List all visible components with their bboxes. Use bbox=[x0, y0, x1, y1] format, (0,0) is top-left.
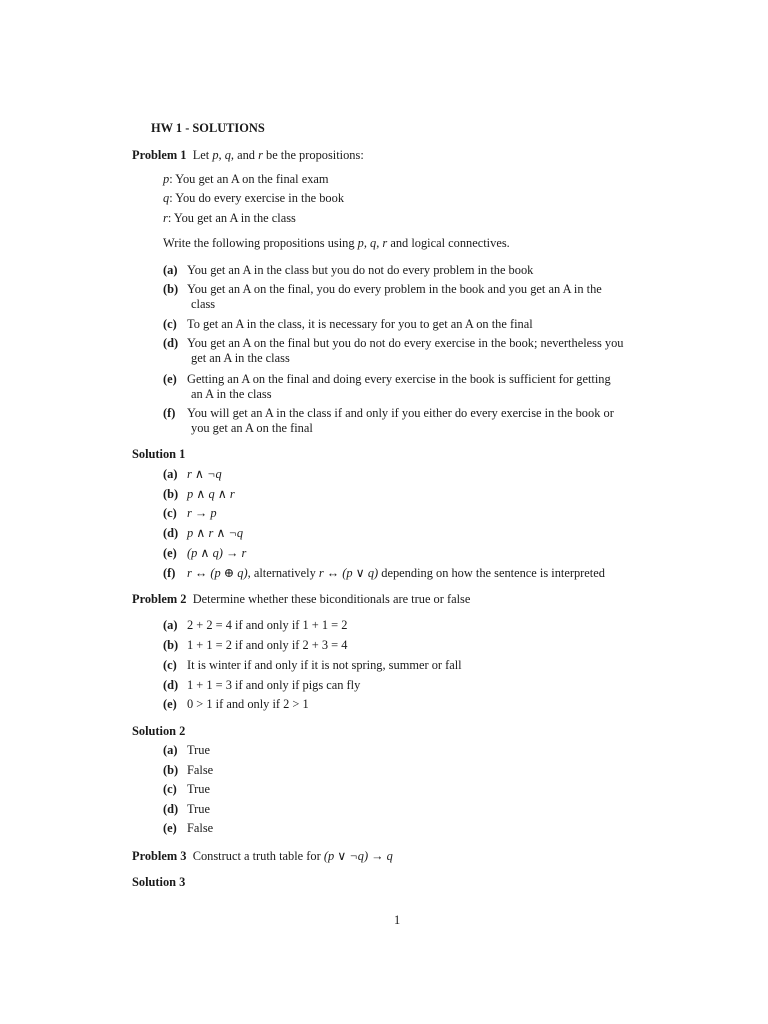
item-label: (c) bbox=[163, 506, 177, 520]
proposition-q bbox=[163, 191, 344, 206]
item-expr: (p ∧ q) → r bbox=[187, 546, 247, 560]
problem-1-intro-mid: and bbox=[234, 148, 259, 162]
item-text: True bbox=[187, 782, 210, 796]
solution-1-item-e bbox=[163, 546, 246, 561]
item-label: (d) bbox=[163, 526, 179, 540]
item-text-cont: get an A in the class bbox=[191, 351, 290, 365]
item-label: (d) bbox=[163, 678, 179, 692]
item-expr: r ∧ ¬q bbox=[187, 467, 222, 481]
item-text: 0 > 1 if and only if 2 > 1 bbox=[187, 697, 309, 711]
problem-2-heading bbox=[132, 592, 470, 607]
item-expr-alt: r ↔ (p ∨ q) bbox=[318, 566, 379, 580]
item-label: (a) bbox=[163, 743, 178, 757]
problem-1-label: Problem 1 bbox=[132, 148, 187, 162]
page-title: HW 1 - SOLUTIONS bbox=[151, 121, 265, 135]
item-label: (e) bbox=[163, 546, 177, 560]
proposition-p bbox=[163, 172, 329, 187]
solution-2-item-d bbox=[163, 802, 210, 817]
problem-1-item-f bbox=[163, 406, 614, 436]
prop-var: q bbox=[163, 191, 170, 205]
item-text: False bbox=[187, 763, 214, 777]
item-text: Getting an A on the final and doing every exercise in the book is sufficient for getting bbox=[187, 372, 611, 386]
item-label: (a) bbox=[163, 618, 178, 632]
prop-text: : You get an A in the class bbox=[167, 211, 296, 225]
problem-2-item-a bbox=[163, 618, 347, 633]
problem-2-label: Problem 2 bbox=[132, 592, 187, 606]
solution-2-item-c bbox=[163, 782, 210, 797]
item-label: (e) bbox=[163, 821, 177, 835]
problem-1-item-a bbox=[163, 263, 533, 278]
solution-1-item-b bbox=[163, 487, 235, 502]
solution-2-item-a bbox=[163, 743, 210, 758]
item-expr: p ∧ r ∧ ¬q bbox=[187, 526, 244, 540]
item-label: (d) bbox=[163, 336, 179, 350]
item-label: (c) bbox=[163, 782, 177, 796]
solution-2-item-e bbox=[163, 821, 213, 836]
item-text: 1 + 1 = 3 if and only if pigs can fly bbox=[187, 678, 361, 692]
solution-2-item-b bbox=[163, 763, 213, 778]
item-text-cont: class bbox=[191, 297, 216, 311]
prop-text: : You do every exercise in the book bbox=[169, 191, 345, 205]
item-expr: r → p bbox=[187, 506, 217, 520]
item-label: (e) bbox=[163, 372, 177, 386]
item-label: (b) bbox=[163, 763, 179, 777]
item-label: (b) bbox=[163, 638, 179, 652]
item-text: It is winter if and only if it is not spring, summer or fall bbox=[187, 658, 462, 672]
proposition-r bbox=[163, 211, 296, 226]
item-text: False bbox=[187, 821, 214, 835]
prop-var: r bbox=[163, 211, 168, 225]
item-label: (d) bbox=[163, 802, 179, 816]
problem-1-item-b bbox=[163, 282, 602, 312]
solution-1-item-d bbox=[163, 526, 243, 541]
item-label: (a) bbox=[163, 263, 178, 277]
problem-3-expr: (p ∨ ¬q) → q bbox=[323, 849, 393, 863]
problem-2-item-d bbox=[163, 678, 360, 693]
item-expr: p ∧ q ∧ r bbox=[187, 487, 235, 501]
problem-1-intro-pre: Let bbox=[192, 148, 213, 162]
item-text: You get an A in the class but you do not do every problem in the book bbox=[187, 263, 534, 277]
item-label: (a) bbox=[163, 467, 178, 481]
problem-1-intro-r: r bbox=[258, 148, 263, 162]
item-label: (f) bbox=[163, 566, 176, 580]
item-text: You get an A on the final but you do not do every exercise in the book; nevertheless you bbox=[187, 336, 624, 350]
instruction-vars: p, q, r bbox=[357, 236, 388, 250]
problem-2-intro: Determine whether these biconditionals are true or false bbox=[192, 592, 471, 606]
problem-2-item-c bbox=[163, 658, 462, 673]
problem-1-heading bbox=[132, 148, 364, 163]
item-text: To get an A in the class, it is necessary for you to get an A on the final bbox=[187, 317, 533, 331]
solution-3-heading: Solution 3 bbox=[132, 875, 186, 889]
prop-var: p bbox=[163, 172, 170, 186]
problem-1-item-d bbox=[163, 336, 623, 366]
item-label: (b) bbox=[163, 487, 179, 501]
problem-3-label: Problem 3 bbox=[132, 849, 187, 863]
item-text: You get an A on the final, you do every problem in the book and you get an A in the bbox=[187, 282, 602, 296]
solution-1-item-f bbox=[163, 566, 605, 581]
item-label: (f) bbox=[163, 406, 176, 420]
item-label: (c) bbox=[163, 658, 177, 672]
instruction-pre: Write the following propositions using bbox=[163, 236, 358, 250]
item-text-cont: an A in the class bbox=[191, 387, 272, 401]
problem-2-item-e bbox=[163, 697, 309, 712]
solution-1-item-a bbox=[163, 467, 222, 482]
problem-1-item-c bbox=[163, 317, 533, 332]
problem-1-item-e bbox=[163, 372, 611, 402]
item-text: , alternatively bbox=[247, 566, 319, 580]
problem-1-instruction bbox=[163, 236, 510, 251]
prop-text: : You get an A on the final exam bbox=[169, 172, 329, 186]
item-label: (e) bbox=[163, 697, 177, 711]
problem-2-item-b bbox=[163, 638, 347, 653]
item-text: True bbox=[187, 743, 210, 757]
item-text-cont: you get an A on the final bbox=[191, 421, 313, 435]
item-label: (b) bbox=[163, 282, 179, 296]
item-text: You will get an A in the class if and only if you either do every exercise in the book or bbox=[187, 406, 614, 420]
item-text-tail: depending on how the sentence is interpreted bbox=[378, 566, 605, 580]
problem-3-intro: Construct a truth table for bbox=[192, 849, 324, 863]
item-expr: r ↔ (p ⊕ q) bbox=[187, 566, 248, 580]
solution-1-item-c bbox=[163, 506, 217, 521]
solution-1-heading: Solution 1 bbox=[132, 447, 186, 461]
item-text: 2 + 2 = 4 if and only if 1 + 1 = 2 bbox=[187, 618, 348, 632]
solution-2-heading: Solution 2 bbox=[132, 724, 186, 738]
item-label: (c) bbox=[163, 317, 177, 331]
problem-3-heading bbox=[132, 849, 393, 864]
page-number: 1 bbox=[394, 913, 401, 927]
item-text: True bbox=[187, 802, 210, 816]
problem-1-intro-post: be the propositions: bbox=[262, 148, 364, 162]
problem-1-intro-vars: p, q, bbox=[212, 148, 234, 162]
item-text: 1 + 1 = 2 if and only if 2 + 3 = 4 bbox=[187, 638, 348, 652]
instruction-post: and logical connectives. bbox=[387, 236, 510, 250]
